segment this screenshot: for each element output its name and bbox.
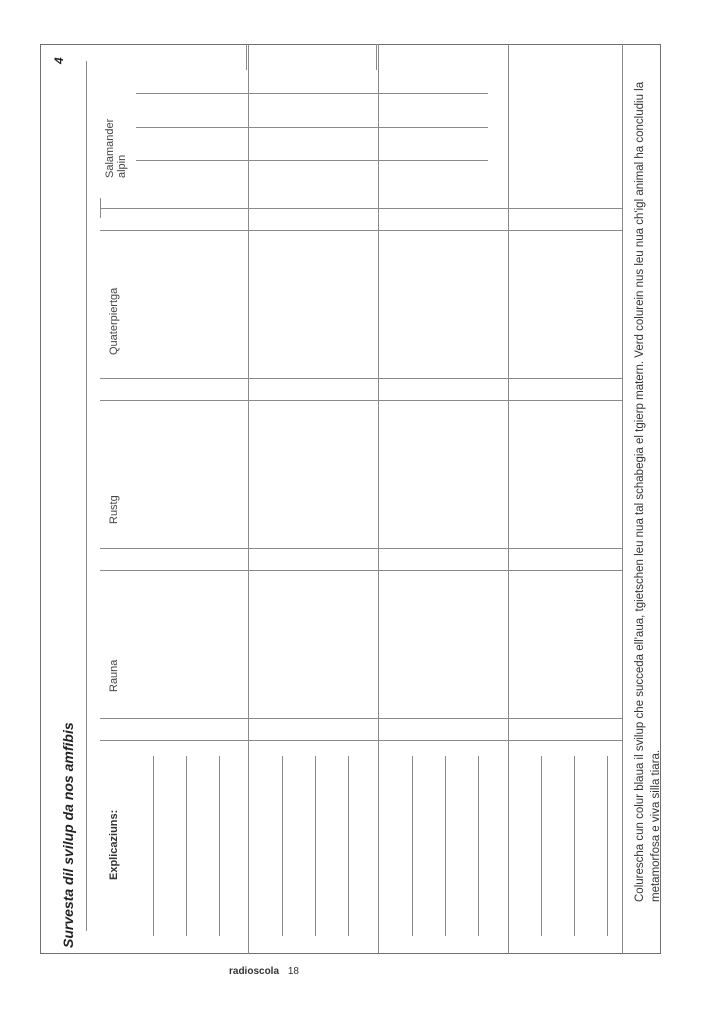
footer xyxy=(229,966,299,977)
column-header-toad: Rustg xyxy=(108,495,120,524)
row-divider-stub xyxy=(376,44,377,70)
worksheet-title: Survesta dil svilup da nos amfibis xyxy=(60,722,76,948)
explanation-line xyxy=(541,756,542,936)
row-divider xyxy=(378,44,379,954)
column-separator xyxy=(100,548,622,549)
column-header-salamander-line2: alpin xyxy=(116,154,128,178)
explanation-line xyxy=(412,756,413,936)
salamander-line xyxy=(136,93,488,94)
row-divider xyxy=(508,44,509,954)
salamander-line xyxy=(136,160,488,161)
explanation-line xyxy=(574,756,575,936)
column-separator xyxy=(100,378,622,379)
explanation-line xyxy=(348,756,349,936)
worksheet-frame xyxy=(40,44,661,954)
header-column-tick xyxy=(100,198,101,218)
worksheet-page-number: 4 xyxy=(52,57,66,64)
column-separator xyxy=(100,400,622,401)
explanation-line xyxy=(478,756,479,936)
column-header-frog: Rauna xyxy=(108,659,120,692)
row-divider xyxy=(622,44,623,954)
row-divider-stub xyxy=(246,44,247,70)
column-separator xyxy=(100,740,622,741)
explanation-line xyxy=(315,756,316,936)
footer-brand: radioscola xyxy=(229,966,280,977)
footer-page-number: 18 xyxy=(287,966,299,977)
column-separator xyxy=(100,208,622,209)
explanation-line xyxy=(282,756,283,936)
explanation-line xyxy=(445,756,446,936)
explanation-line xyxy=(153,756,154,936)
column-header-salamander-line1: Salamander xyxy=(104,118,116,178)
instruction-text: Colurescha cun colur blaua il svilup che succeda ell'aua, tgietschen leu nua tal schabegia el tgierp matern. Verd colurein nus leu nua ch'igl animal ha concludiu la metamorfosa e viva silla tiara. xyxy=(634,81,662,902)
row-divider xyxy=(248,44,249,954)
header-top-rule xyxy=(86,61,87,931)
column-separator xyxy=(100,230,622,231)
explanation-line xyxy=(186,756,187,936)
column-separator xyxy=(100,570,622,571)
salamander-line xyxy=(136,127,488,128)
explanation-line xyxy=(607,756,608,936)
column-header-newt: Quaterpiertga xyxy=(108,287,120,355)
column-separator xyxy=(100,718,622,719)
column-header-explanations: Explicaziuns: xyxy=(108,809,120,880)
explanation-line xyxy=(219,756,220,936)
